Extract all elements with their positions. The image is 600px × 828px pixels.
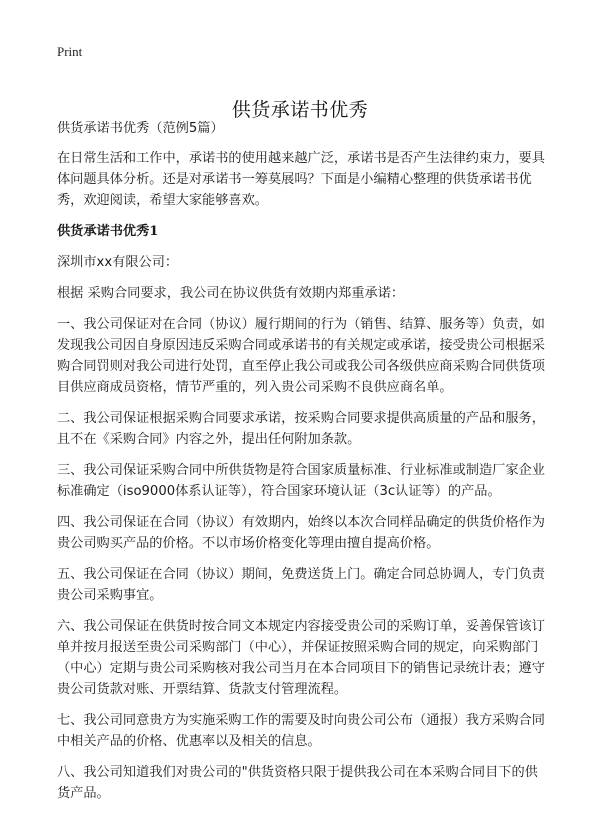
document-body xyxy=(57,118,549,814)
intro-paragraph: 在日常生活和工作中，承诺书的使用越来越广泛，承诺书是否产生法律约束力，要具体问题具体分析。还是对承诺书一筹莫展吗？下面是小编精心整理的供货承诺书优秀，欢迎阅读，希望大家能够喜欢。 xyxy=(57,151,545,208)
page-title: 供货承诺书优秀 xyxy=(231,98,369,121)
clause-paragraph: 六、我公司保证在供货时按合同文本规定内容接受贵公司的采购订单，妥善保管该订单并按月报送至贵公司采购部门（中心），并保证按照采购合同的规定，向采购部门（中心）定期与贵公司采购核对我公司当月在本合同项目下的销售记录统计表；遵守贵公司货款对账、开票结算、货款支付管理流程。 xyxy=(57,619,545,697)
clause-paragraph: 八、我公司知道我们对贵公司的"供货资格只限于提供我公司在本采购合同目下的供货产品。 xyxy=(57,765,538,801)
document-subtitle: 供货承诺书优秀（范例5篇） xyxy=(57,121,224,136)
clause-paragraph: 五、我公司保证在合同（协议）期间，免费送货上门。确定合同总协调人，专门负责贵公司采购事宜。 xyxy=(57,567,545,603)
clause-paragraph: 七、我公司同意贵方为实施采购工作的需要及时向贵公司公布（通报）我方采购合同中相关产品的价格、优惠率以及相关的信息。 xyxy=(57,713,545,749)
print-link[interactable]: Print xyxy=(57,44,83,59)
section-heading: 供货承诺书优秀1 xyxy=(57,224,159,239)
clause-paragraph: 四、我公司保证在合同（协议）有效期内，始终以本次合同样品确定的供货价格作为贵公司购买产品的价格。不以市场价格变化等理由擅自提高价格。 xyxy=(57,515,545,551)
clause-paragraph: 二、我公司保证根据采购合同要求承诺，按采购合同要求提供高质量的产品和服务，且不在《采购合同》内容之外，提出任何附加条款。 xyxy=(57,411,545,447)
addressee-line: 深圳市xx有限公司： xyxy=(57,255,179,270)
clause-paragraph: 三、我公司保证采购合同中所供货物是符合国家质量标准、行业标准或制造厂家企业标准确定（iso9000体系认证等），符合国家环境认证（3c认证等）的产品。 xyxy=(57,463,545,499)
preamble-line: 根据 采购合同要求，我公司在协议供货有效期内郑重承诺： xyxy=(57,286,405,301)
clause-paragraph: 一、我公司保证对在合同（协议）履行期间的行为（销售、结算、服务等）负责，如发现我公司因自身原因违反采购合同或承诺书的有关规定或承诺，接受贵公司根据采购合同罚则对我公司进行处罚，直至停止我公司或我公司各级供应商采购合同供货项目供应商成员资格，情节严重的，列入贵公司采购不良供应商名单。 xyxy=(57,317,545,395)
